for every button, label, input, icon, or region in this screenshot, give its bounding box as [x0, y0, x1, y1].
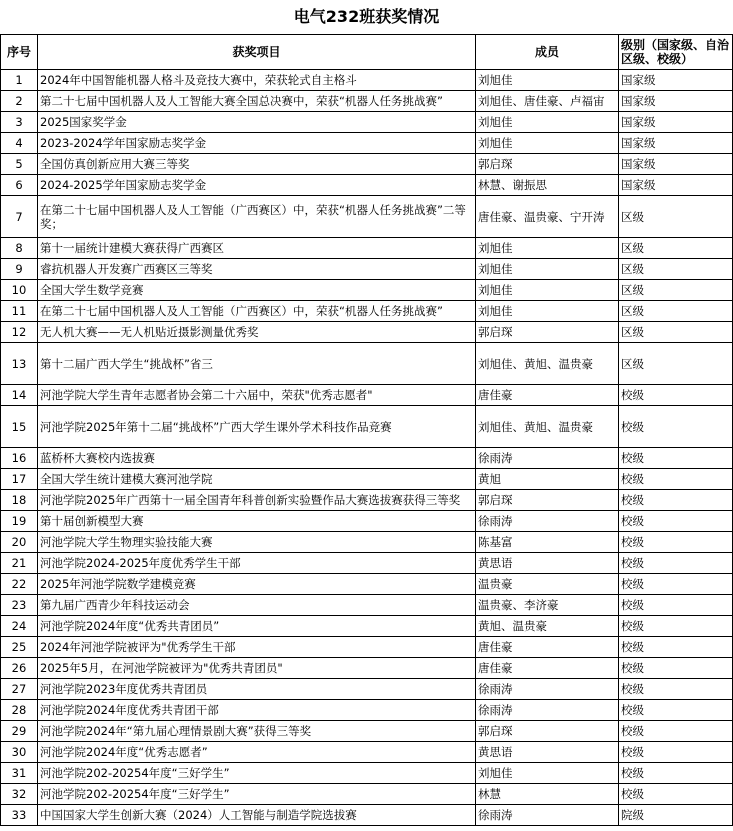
cell-project[interactable]: 中国国家大学生创新大赛（2024）人工智能与制造学院选拔赛	[38, 805, 476, 826]
cell-seq[interactable]: 16	[1, 448, 38, 469]
cell-seq[interactable]: 10	[1, 280, 38, 301]
cell-level[interactable]: 校级	[619, 406, 733, 448]
cell-level[interactable]: 校级	[619, 385, 733, 406]
cell-seq[interactable]: 12	[1, 322, 38, 343]
header-members[interactable]: 成员	[476, 35, 619, 70]
cell-project[interactable]: 河池学院2024-2025年度优秀学生干部	[38, 553, 476, 574]
cell-seq[interactable]: 7	[1, 196, 38, 238]
cell-seq[interactable]: 32	[1, 784, 38, 805]
cell-project[interactable]: 河池学院2024年度“优秀共青团员”	[38, 616, 476, 637]
cell-level[interactable]: 校级	[619, 574, 733, 595]
cell-project[interactable]: 河池学院2024年度优秀共青团干部	[38, 700, 476, 721]
cell-members[interactable]: 徐雨涛	[476, 805, 619, 826]
header-seq[interactable]: 序号	[1, 35, 38, 70]
cell-members[interactable]: 郭启琛	[476, 322, 619, 343]
sheet-title: 电气232班获奖情况	[293, 7, 440, 26]
cell-project[interactable]: 第十二届广西大学生“挑战杯”省三	[38, 343, 476, 385]
cell-seq[interactable]: 29	[1, 721, 38, 742]
cell-members[interactable]: 温贵豪、李济豪	[476, 595, 619, 616]
cell-project[interactable]: 河池学院202-20254年度“三好学生”	[38, 763, 476, 784]
cell-project[interactable]: 河池学院2025年广西第十一届全国青年科普创新实验暨作品大赛选拔赛获得三等奖	[38, 490, 476, 511]
cell-level[interactable]: 校级	[619, 469, 733, 490]
cell-seq[interactable]: 4	[1, 133, 38, 154]
cell-seq[interactable]: 25	[1, 637, 38, 658]
cell-members[interactable]: 刘旭佳	[476, 763, 619, 784]
cell-level[interactable]: 校级	[619, 532, 733, 553]
cell-seq[interactable]: 18	[1, 490, 38, 511]
cell-level[interactable]: 校级	[619, 679, 733, 700]
cell-members[interactable]: 黄思语	[476, 742, 619, 763]
cell-level[interactable]: 国家级	[619, 70, 733, 91]
cell-seq[interactable]: 1	[1, 70, 38, 91]
header-level[interactable]: 级别（国家级、自治区级、校级）	[619, 35, 733, 70]
cell-members[interactable]: 刘旭佳	[476, 238, 619, 259]
cell-level[interactable]: 校级	[619, 511, 733, 532]
cell-members[interactable]: 刘旭佳	[476, 259, 619, 280]
cell-members[interactable]: 黄旭	[476, 469, 619, 490]
cell-level[interactable]: 校级	[619, 784, 733, 805]
cell-members[interactable]: 刘旭佳	[476, 112, 619, 133]
cell-project[interactable]: 睿抗机器人开发赛广西赛区三等奖	[38, 259, 476, 280]
cell-members[interactable]: 刘旭佳、黄旭、温贵豪	[476, 343, 619, 385]
cell-seq[interactable]: 26	[1, 658, 38, 679]
cell-project[interactable]: 2024年河池学院被评为"优秀学生干部	[38, 637, 476, 658]
cell-members[interactable]: 唐佳豪	[476, 385, 619, 406]
cell-members[interactable]: 刘旭佳	[476, 301, 619, 322]
cell-project[interactable]: 河池学院2025年第十二届“挑战杯”广西大学生课外学术科技作品竞赛	[38, 406, 476, 448]
cell-seq[interactable]: 19	[1, 511, 38, 532]
cell-members[interactable]: 唐佳豪、温贵豪、宁开涛	[476, 196, 619, 238]
cell-level[interactable]: 校级	[619, 553, 733, 574]
header-row	[1, 35, 733, 70]
cell-members[interactable]: 刘旭佳	[476, 133, 619, 154]
cell-level[interactable]: 校级	[619, 595, 733, 616]
cell-project[interactable]: 全国大学生统计建模大赛河池学院	[38, 469, 476, 490]
cell-seq[interactable]: 20	[1, 532, 38, 553]
cell-project[interactable]: 河池学院2024年“第九届心理情景剧大赛”获得三等奖	[38, 721, 476, 742]
cell-members[interactable]: 郭启琛	[476, 154, 619, 175]
cell-project[interactable]: 蓝桥杯大赛校内选拔赛	[38, 448, 476, 469]
cell-project[interactable]: 河池学院大学生青年志愿者协会第二十六届中，荣获"优秀志愿者"	[38, 385, 476, 406]
cell-level[interactable]: 区级	[619, 280, 733, 301]
cell-project[interactable]: 2024-2025学年国家励志奖学金	[38, 175, 476, 196]
cell-level[interactable]: 院级	[619, 805, 733, 826]
cell-level[interactable]: 校级	[619, 448, 733, 469]
cell-seq[interactable]: 30	[1, 742, 38, 763]
cell-project[interactable]: 河池学院2023年度优秀共青团员	[38, 679, 476, 700]
cell-seq[interactable]: 11	[1, 301, 38, 322]
cell-level[interactable]: 国家级	[619, 175, 733, 196]
cell-seq[interactable]: 6	[1, 175, 38, 196]
cell-members[interactable]: 刘旭佳、唐佳豪、卢福宙	[476, 91, 619, 112]
cell-project[interactable]: 河池学院2024年度“优秀志愿者”	[38, 742, 476, 763]
cell-members[interactable]: 徐雨涛	[476, 448, 619, 469]
cell-project[interactable]: 河池学院大学生物理实验技能大赛	[38, 532, 476, 553]
cell-level[interactable]: 校级	[619, 700, 733, 721]
cell-project[interactable]: 2024年中国智能机器人格斗及竞技大赛中，荣获轮式自主格斗	[38, 70, 476, 91]
cell-project[interactable]: 在第二十七届中国机器人及人工智能（广西赛区）中，荣获“机器人任务挑战赛”二等奖；	[38, 196, 476, 238]
cell-seq[interactable]: 5	[1, 154, 38, 175]
cell-members[interactable]: 刘旭佳、黄旭、温贵豪	[476, 406, 619, 448]
cell-seq[interactable]: 9	[1, 259, 38, 280]
cell-members[interactable]: 徐雨涛	[476, 679, 619, 700]
cell-level[interactable]: 校级	[619, 763, 733, 784]
cell-seq[interactable]: 28	[1, 700, 38, 721]
cell-project[interactable]: 第二十七届中国机器人及人工智能大赛全国总决赛中，荣获“机器人任务挑战赛”	[38, 91, 476, 112]
cell-level[interactable]: 国家级	[619, 133, 733, 154]
cell-members[interactable]: 黄思语	[476, 553, 619, 574]
cell-level[interactable]: 校级	[619, 742, 733, 763]
cell-members[interactable]: 徐雨涛	[476, 700, 619, 721]
cell-seq[interactable]: 21	[1, 553, 38, 574]
cell-project[interactable]: 河池学院202-20254年度“三好学生”	[38, 784, 476, 805]
cell-project[interactable]: 第十届创新模型大赛	[38, 511, 476, 532]
cell-project[interactable]: 2025年河池学院数学建模竞赛	[38, 574, 476, 595]
cell-seq[interactable]: 14	[1, 385, 38, 406]
cell-level[interactable]: 国家级	[619, 91, 733, 112]
cell-members[interactable]: 郭启琛	[476, 721, 619, 742]
awards-table	[0, 34, 733, 826]
cell-members[interactable]: 唐佳豪	[476, 658, 619, 679]
cell-project[interactable]: 2025年5月，在河池学院被评为"优秀共青团员"	[38, 658, 476, 679]
cell-members[interactable]: 唐佳豪	[476, 637, 619, 658]
cell-seq[interactable]: 22	[1, 574, 38, 595]
cell-members[interactable]: 陈基富	[476, 532, 619, 553]
cell-level[interactable]: 校级	[619, 721, 733, 742]
cell-level[interactable]: 国家级	[619, 154, 733, 175]
cell-members[interactable]: 刘旭佳	[476, 70, 619, 91]
cell-members[interactable]: 黄旭、温贵豪	[476, 616, 619, 637]
cell-seq[interactable]: 27	[1, 679, 38, 700]
cell-seq[interactable]: 13	[1, 343, 38, 385]
header-project[interactable]: 获奖项目	[38, 35, 476, 70]
cell-members[interactable]: 郭启琛	[476, 490, 619, 511]
cell-level[interactable]: 校级	[619, 490, 733, 511]
cell-project[interactable]: 2025国家奖学金	[38, 112, 476, 133]
cell-level[interactable]: 区级	[619, 343, 733, 385]
cell-level[interactable]: 区级	[619, 196, 733, 238]
cell-members[interactable]: 刘旭佳	[476, 280, 619, 301]
cell-project[interactable]: 第九届广西青少年科技运动会	[38, 595, 476, 616]
cell-seq[interactable]: 23	[1, 595, 38, 616]
cell-seq[interactable]: 17	[1, 469, 38, 490]
cell-project[interactable]: 全国仿真创新应用大赛三等奖	[38, 154, 476, 175]
cell-level[interactable]: 校级	[619, 637, 733, 658]
cell-members[interactable]: 徐雨涛	[476, 511, 619, 532]
cell-project[interactable]: 2023-2024学年国家励志奖学金	[38, 133, 476, 154]
cell-level[interactable]: 区级	[619, 259, 733, 280]
cell-seq[interactable]: 3	[1, 112, 38, 133]
cell-seq[interactable]: 15	[1, 406, 38, 448]
cell-members[interactable]: 林慧	[476, 784, 619, 805]
cell-seq[interactable]: 24	[1, 616, 38, 637]
cell-seq[interactable]: 2	[1, 91, 38, 112]
cell-members[interactable]: 温贵豪	[476, 574, 619, 595]
cell-seq[interactable]: 33	[1, 805, 38, 826]
cell-level[interactable]: 国家级	[619, 112, 733, 133]
cell-project[interactable]: 在第二十七届中国机器人及人工智能（广西赛区）中，荣获“机器人任务挑战赛”	[38, 301, 476, 322]
cell-project[interactable]: 全国大学生数学竞赛	[38, 280, 476, 301]
cell-members[interactable]: 林慧、谢振思	[476, 175, 619, 196]
cell-seq[interactable]: 8	[1, 238, 38, 259]
cell-seq[interactable]: 31	[1, 763, 38, 784]
cell-level[interactable]: 区级	[619, 301, 733, 322]
cell-project[interactable]: 无人机大赛——无人机贴近摄影测量优秀奖	[38, 322, 476, 343]
cell-level[interactable]: 校级	[619, 658, 733, 679]
cell-level[interactable]: 校级	[619, 616, 733, 637]
cell-level[interactable]: 区级	[619, 238, 733, 259]
cell-project[interactable]: 第十一届统计建模大赛获得广西赛区	[38, 238, 476, 259]
cell-level[interactable]: 区级	[619, 322, 733, 343]
